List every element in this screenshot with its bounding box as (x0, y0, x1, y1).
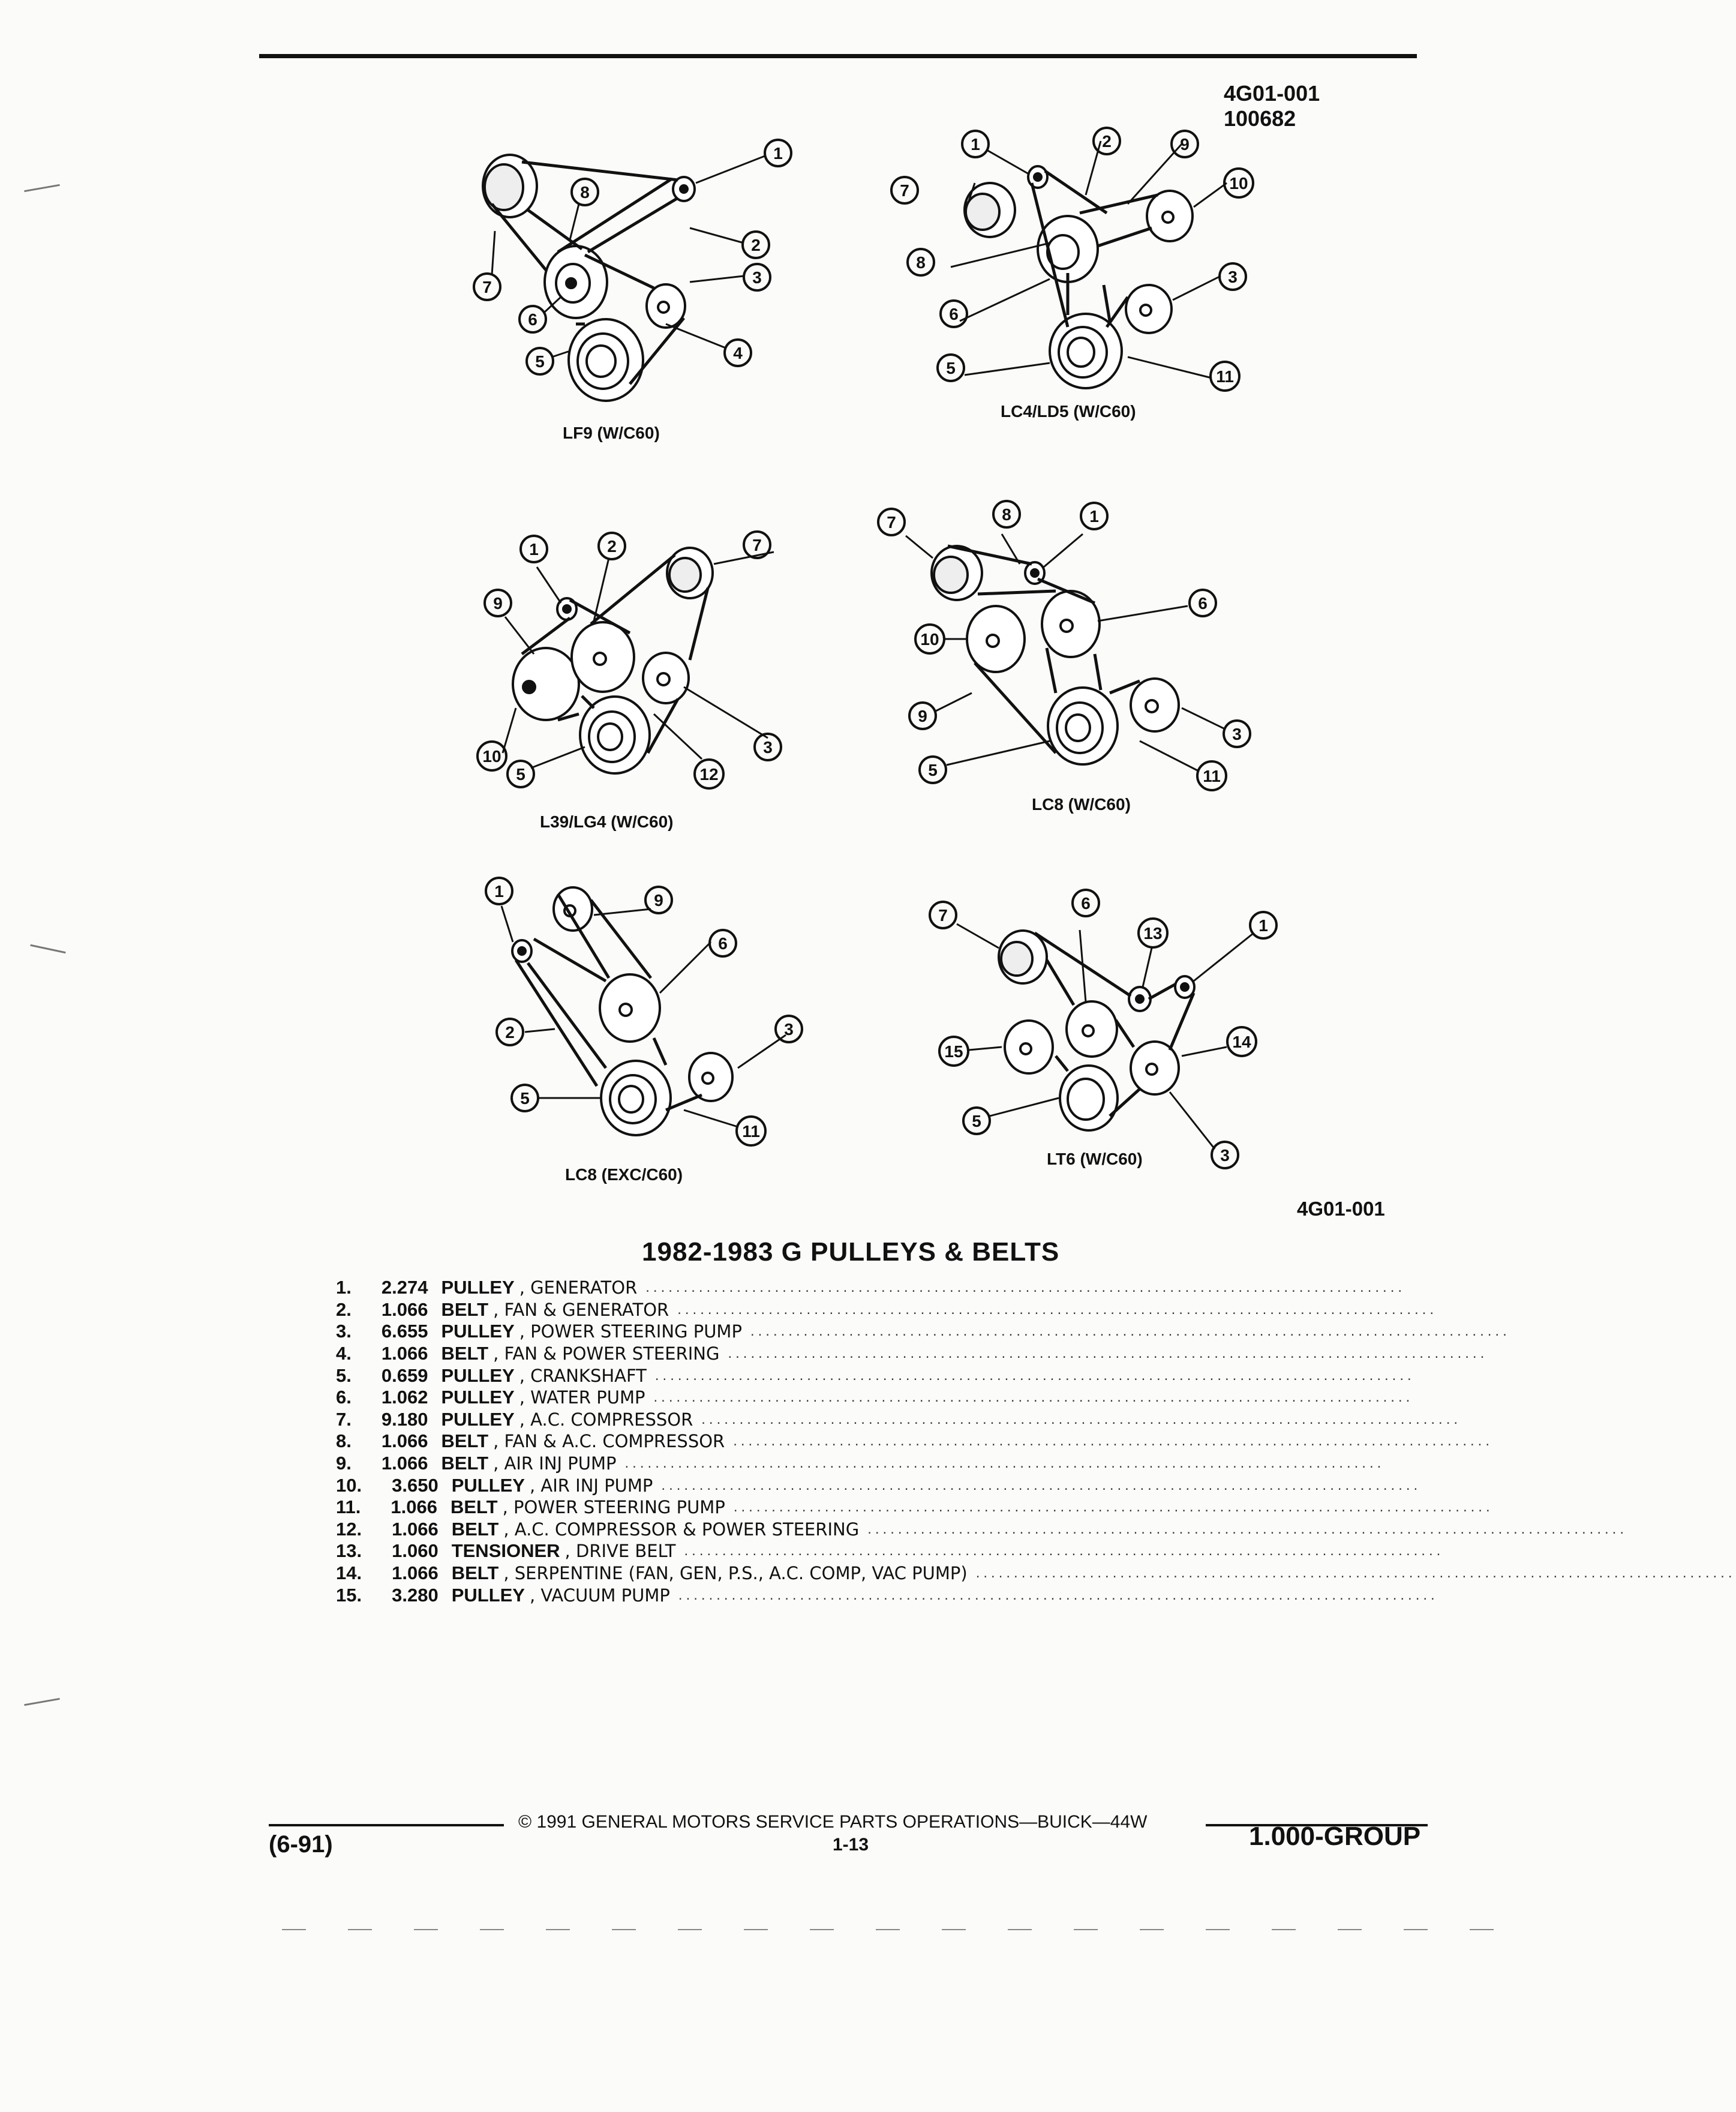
svg-text:7: 7 (900, 181, 909, 200)
diagram-l39-lg4 (462, 516, 822, 816)
pulley-power-steering (1131, 679, 1179, 731)
scan-mark (24, 1698, 60, 1706)
svg-text:1: 1 (494, 882, 504, 901)
svg-text:10: 10 (1229, 174, 1248, 193)
svg-text:8: 8 (1002, 505, 1011, 524)
svg-text:8: 8 (916, 253, 926, 272)
pulley-air-inj (967, 606, 1025, 672)
svg-text:11: 11 (1203, 767, 1221, 785)
list-item: 6. 1.062 PULLEY , WATER PUMP .................................................................................................... (336, 1387, 1414, 1408)
list-item: 9. 1.066 BELT , AIR INJ PUMP .................................................................................................... (336, 1453, 1385, 1474)
svg-text:11: 11 (1216, 367, 1234, 386)
list-item: 14. 1.066 BELT , SERPENTINE (FAN, GEN, P.S., A.C. COMP, VAC PUMP) .................................................................................................... (336, 1562, 1736, 1584)
footer-date: (6-91) (269, 1831, 333, 1858)
svg-text:5: 5 (972, 1112, 981, 1130)
pulley-crankshaft (601, 1061, 671, 1135)
svg-text:5: 5 (928, 761, 938, 779)
document-number: 100682 (1224, 106, 1296, 131)
pulley-power-steering (643, 653, 689, 703)
svg-text:5: 5 (535, 352, 545, 371)
svg-text:6: 6 (1081, 894, 1091, 913)
svg-text:6: 6 (949, 305, 959, 323)
diagram-lt6-caption: LT6 (W/C60) (1047, 1150, 1143, 1168)
scan-mark (30, 944, 65, 953)
diagram-lt6 (900, 876, 1308, 1164)
pulley-water-pump (545, 246, 607, 318)
diagram-lc8-exc-caption: LC8 (EXC/C60) (565, 1165, 683, 1184)
pulley-water-pump (1067, 1001, 1117, 1057)
svg-text:1: 1 (529, 540, 539, 559)
footer-group: 1.000-GROUP (1249, 1822, 1421, 1851)
svg-text:6: 6 (528, 310, 537, 329)
svg-text:7: 7 (482, 278, 492, 296)
pulley-ac-compressor (999, 931, 1047, 983)
list-item: 5. 0.659 PULLEY , CRANKSHAFT .................................................................................................... (336, 1364, 1415, 1386)
svg-text:7: 7 (752, 536, 762, 554)
svg-text:4: 4 (733, 344, 743, 362)
list-item: 2. 1.066 BELT , FAN & GENERATOR .................................................................................................... (336, 1298, 1437, 1320)
diagram-lc4-ld5 (870, 117, 1290, 417)
svg-text:5: 5 (520, 1089, 530, 1108)
list-item: 4. 1.066 BELT , FAN & POWER STEERING .................................................................................................... (336, 1343, 1488, 1364)
diagram-lc8-w-caption: LC8 (W/C60) (1032, 795, 1131, 814)
diagram-lf9-caption: LF9 (W/C60) (563, 424, 660, 442)
pulley-crankshaft (1050, 314, 1122, 388)
pulley-power-steering (647, 284, 685, 328)
pulley-ac-compressor (932, 546, 982, 600)
list-item: 8. 1.066 BELT , FAN & A.C. COMPRESSOR .................................................................................................... (336, 1430, 1493, 1452)
svg-text:3: 3 (1228, 268, 1238, 286)
pulley-vacuum (1005, 1021, 1053, 1073)
svg-text:15: 15 (944, 1042, 963, 1061)
svg-text:7: 7 (887, 513, 896, 532)
diagram-lc8-w (858, 489, 1278, 801)
svg-text:2: 2 (607, 537, 617, 556)
svg-text:9: 9 (1180, 135, 1190, 154)
pulley-water-pump (572, 622, 634, 692)
scan-mark (282, 1929, 1506, 1930)
diagram-lc4-ld5-caption: LC4/LD5 (W/C60) (1001, 402, 1136, 421)
pulley-crankshaft (1060, 1066, 1118, 1130)
pulley-air-inj (513, 648, 579, 720)
svg-text:2: 2 (505, 1023, 515, 1042)
diagram-lc8-exc (468, 858, 804, 1164)
svg-text:12: 12 (699, 765, 719, 784)
svg-text:14: 14 (1232, 1033, 1251, 1051)
svg-text:6: 6 (1198, 594, 1208, 613)
footer-copyright: © 1991 GENERAL MOTORS SERVICE PARTS OPERATIONS—BUICK—44W (518, 1812, 1148, 1832)
list-item: 13. 1.060 TENSIONER , DRIVE BELT .................................................................................................... (336, 1540, 1444, 1562)
figure-code: 4G01-001 (1297, 1198, 1385, 1220)
scan-mark (24, 184, 60, 192)
svg-text:13: 13 (1143, 924, 1163, 943)
svg-text:3: 3 (784, 1020, 794, 1039)
list-item: 11. 1.066 BELT , POWER STEERING PUMP .................................................................................................... (336, 1496, 1494, 1518)
pulley-crankshaft (569, 319, 643, 401)
svg-text:1: 1 (1089, 507, 1099, 526)
svg-text:5: 5 (516, 765, 525, 784)
svg-text:10: 10 (920, 630, 939, 649)
svg-text:3: 3 (763, 738, 773, 757)
footer-rule-left (269, 1824, 504, 1826)
pulley-crankshaft (1048, 688, 1118, 764)
pulley-power-steering (689, 1053, 732, 1101)
svg-text:9: 9 (493, 594, 503, 613)
svg-text:7: 7 (938, 906, 948, 925)
svg-text:2: 2 (751, 236, 761, 254)
pulley-tensioner (1129, 987, 1151, 1011)
top-rule (259, 54, 1417, 58)
svg-text:1: 1 (971, 135, 980, 154)
svg-text:1: 1 (773, 144, 783, 163)
pulley-generator (512, 940, 531, 962)
footer-page-number: 1-13 (833, 1835, 869, 1855)
svg-text:1: 1 (1259, 916, 1268, 935)
page-title: 1982-1983 G PULLEYS & BELTS (642, 1237, 1060, 1267)
svg-text:3: 3 (752, 268, 762, 287)
list-item: 10. 3.650 PULLEY , AIR INJ PUMP .................................................................................................... (336, 1474, 1422, 1496)
diagram-lf9 (438, 126, 810, 438)
pulley-water-pump (600, 974, 660, 1042)
diagram-l39-lg4-caption: L39/LG4 (W/C60) (540, 812, 674, 831)
svg-text:2: 2 (1102, 132, 1112, 151)
list-item: 12. 1.066 BELT , A.C. COMPRESSOR & POWER STEERING .................................................................................................... (336, 1518, 1628, 1540)
svg-text:6: 6 (718, 934, 728, 953)
svg-text:10: 10 (482, 747, 501, 766)
pulley-air-inj (1147, 191, 1193, 241)
figure-code-header: 4G01-001 (1224, 81, 1320, 106)
list-item: 7. 9.180 PULLEY , A.C. COMPRESSOR .................................................................................................... (336, 1408, 1462, 1430)
svg-text:5: 5 (946, 359, 956, 377)
list-item: 3. 6.655 PULLEY , POWER STEERING PUMP .................................................................................................... (336, 1321, 1510, 1342)
svg-text:9: 9 (918, 707, 927, 725)
svg-text:11: 11 (742, 1122, 760, 1141)
svg-text:3: 3 (1232, 725, 1242, 743)
svg-text:3: 3 (1220, 1146, 1230, 1165)
pulley-power-steering (1126, 285, 1172, 333)
svg-text:9: 9 (654, 891, 663, 910)
pulley-crankshaft (580, 697, 650, 773)
list-item: 15. 3.280 PULLEY , VACUUM PUMP .................................................................................................... (336, 1584, 1438, 1606)
list-item: 1. 2.274 PULLEY , GENERATOR .................................................................................................... (336, 1277, 1406, 1298)
parts-list (336, 1277, 1736, 1606)
svg-text:8: 8 (580, 183, 590, 202)
